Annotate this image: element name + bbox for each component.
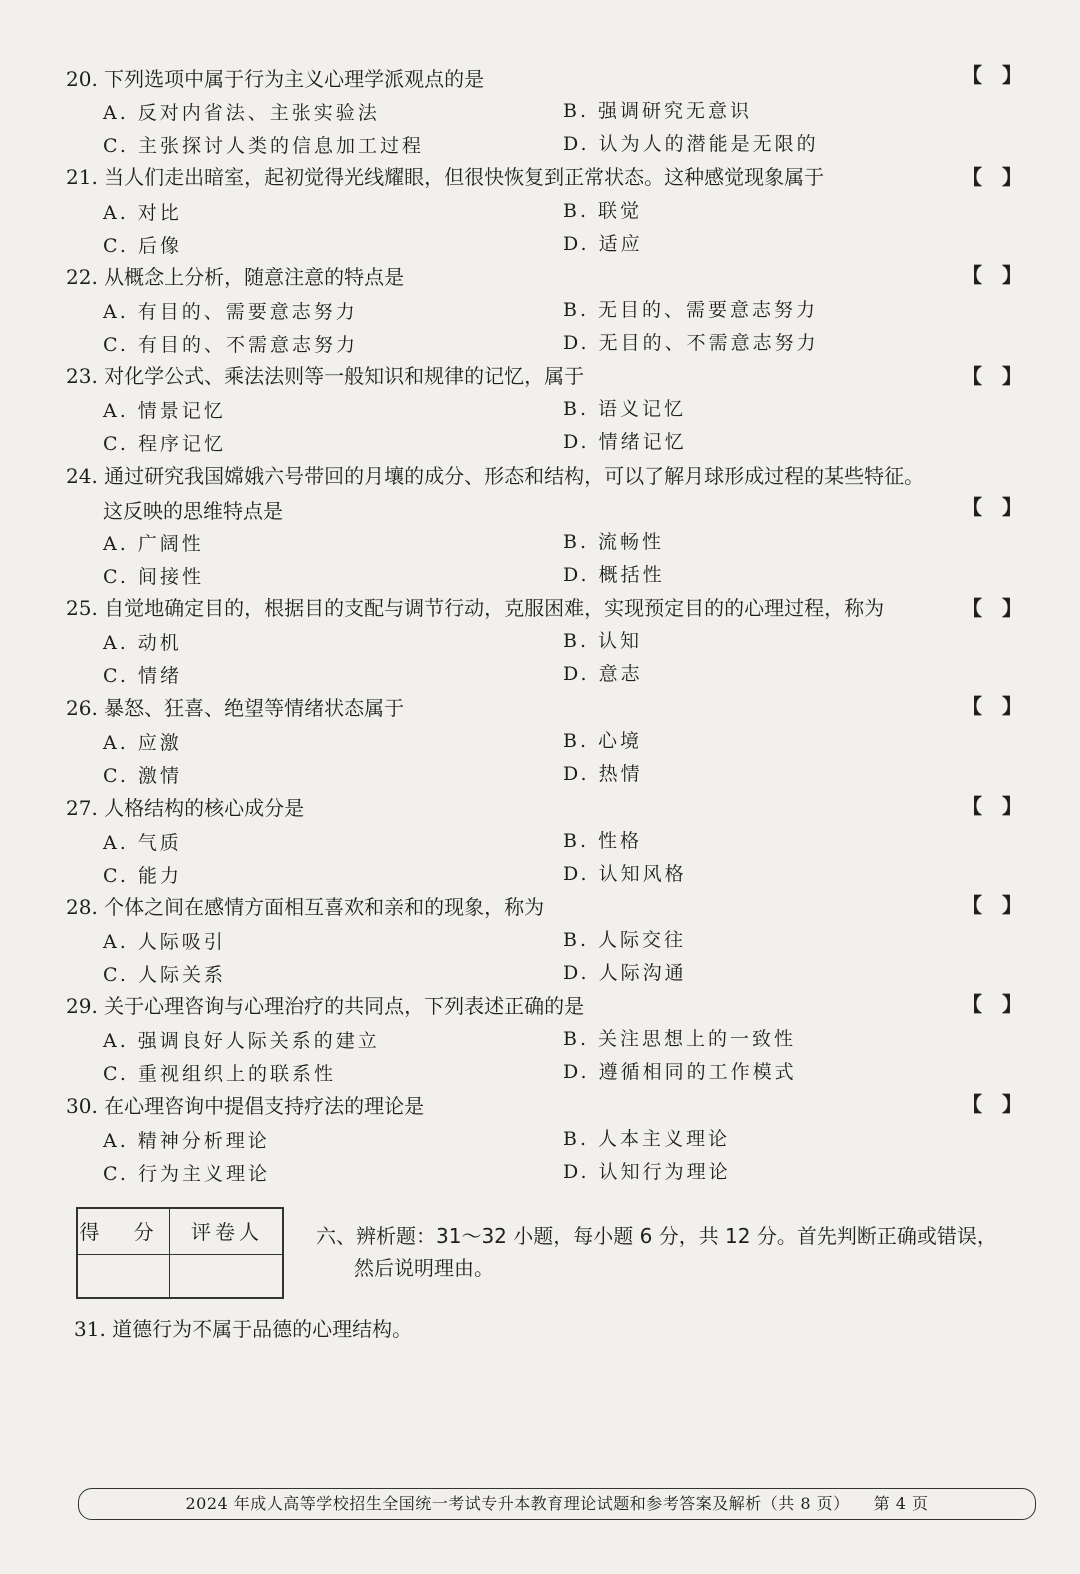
question-stem: 27. 人格结构的核心成分是	[66, 796, 305, 820]
option-b: B. 认知	[563, 630, 643, 652]
section-heading	[316, 1220, 1046, 1284]
option-d: D. 热情	[563, 763, 643, 785]
question-stem: 24. 通过研究我国嫦娥六号带回的月壤的成分、形态和结构，可以了解月球形成过程的某些特征。	[66, 464, 925, 488]
question-stem: 20. 下列选项中属于行为主义心理学派观点的是	[66, 67, 485, 91]
section-heading-line2: 然后说明理由。	[354, 1256, 494, 1280]
option-a: A. 人际吸引	[103, 931, 226, 953]
option-d: D. 人际沟通	[563, 962, 687, 984]
option-b: B. 语义记忆	[563, 398, 687, 420]
page-number: 第 4 页	[873, 1494, 929, 1513]
answer-bracket: 【 】	[962, 694, 1022, 718]
option-c: C. 人际关系	[103, 964, 226, 986]
answer-bracket: 【 】	[962, 364, 1022, 388]
answer-bracket: 【 】	[962, 596, 1022, 620]
option-a: A. 情景记忆	[103, 400, 226, 422]
option-b: B. 人本主义理论	[563, 1128, 731, 1150]
option-a: A. 广阔性	[103, 533, 204, 555]
option-c: C. 后像	[103, 235, 182, 257]
question-stem: 29. 关于心理咨询与心理治疗的共同点，下列表述正确的是	[66, 994, 585, 1018]
option-d: D. 无目的、不需意志努力	[563, 332, 819, 354]
option-b: B. 联觉	[563, 200, 643, 222]
option-b: B. 强调研究无意识	[563, 100, 753, 122]
option-d: D. 认知风格	[563, 863, 687, 885]
option-d: D. 适应	[563, 233, 643, 255]
answer-bracket: 【 】	[962, 794, 1022, 818]
option-d: D. 认为人的潜能是无限的	[563, 133, 819, 155]
option-d: D. 遵循相同的工作模式	[563, 1061, 797, 1083]
option-b: B. 人际交往	[563, 929, 687, 951]
question-stem: 30. 在心理咨询中提倡支持疗法的理论是	[66, 1094, 425, 1118]
option-b: B. 无目的、需要意志努力	[563, 299, 819, 321]
question-stem: 22. 从概念上分析，随意注意的特点是	[66, 265, 405, 289]
page-footer	[78, 1488, 1036, 1520]
option-a: A. 精神分析理论	[103, 1130, 270, 1152]
option-c: C. 间接性	[103, 566, 204, 588]
question-stem: 26. 暴怒、狂喜、绝望等情绪状态属于	[66, 696, 405, 720]
option-a: A. 有目的、需要意志努力	[103, 301, 358, 323]
option-c: C. 重视组织上的联系性	[103, 1063, 336, 1085]
grader-label: 评卷人	[170, 1209, 284, 1255]
score-blank-cell	[78, 1255, 170, 1299]
question-stem-line2: 这反映的思维特点是	[103, 499, 283, 523]
option-c: C. 程序记忆	[103, 433, 226, 455]
option-a: A. 强调良好人际关系的建立	[103, 1030, 380, 1052]
option-d: D. 意志	[563, 663, 643, 685]
option-c: C. 激情	[103, 765, 182, 787]
option-d: D. 情绪记忆	[563, 431, 687, 453]
question-stem: 25. 自觉地确定目的，根据目的支配与调节行动，克服困难，实现预定目的的心理过程，称为	[66, 596, 885, 620]
option-c: C. 主张探讨人类的信息加工过程	[103, 135, 424, 157]
answer-bracket: 【 】	[962, 63, 1022, 87]
question-31: 31. 道德行为不属于品德的心理结构。	[74, 1317, 413, 1341]
grader-blank-cell	[170, 1255, 284, 1299]
option-a: A. 应激	[103, 732, 182, 754]
answer-bracket: 【 】	[962, 992, 1022, 1016]
score-label: 得 分	[78, 1209, 170, 1255]
question-stem: 28. 个体之间在感情方面相互喜欢和亲和的现象，称为	[66, 895, 545, 919]
option-b: B. 心境	[563, 730, 643, 752]
option-d: D. 认知行为理论	[563, 1161, 731, 1183]
answer-bracket: 【 】	[962, 165, 1022, 189]
answer-bracket: 【 】	[962, 263, 1022, 287]
option-c: C. 情绪	[103, 665, 182, 687]
option-a: A. 反对内省法、主张实验法	[103, 102, 380, 124]
footer-title: 2024 年成人高等学校招生全国统一考试专升本教育理论试题和参考答案及解析（共 8 页）	[185, 1494, 850, 1513]
option-a: A. 对比	[103, 202, 182, 224]
option-c: C. 能力	[103, 865, 182, 887]
option-a: A. 动机	[103, 632, 182, 654]
section-heading-line1: 六、辨析题：31～32 小题，每小题 6 分，共 12 分。首先判断正确或错误，	[316, 1224, 997, 1248]
answer-bracket: 【 】	[962, 1092, 1022, 1116]
answer-bracket: 【 】	[962, 495, 1022, 519]
option-b: B. 关注思想上的一致性	[563, 1028, 797, 1050]
question-stem: 23. 对化学公式、乘法法则等一般知识和规律的记忆，属于	[66, 364, 585, 388]
question-stem: 21. 当人们走出暗室，起初觉得光线耀眼，但很快恢复到正常状态。这种感觉现象属于	[66, 165, 825, 189]
option-c: C. 行为主义理论	[103, 1163, 270, 1185]
option-b: B. 流畅性	[563, 531, 665, 553]
option-a: A. 气质	[103, 832, 182, 854]
score-table	[76, 1207, 284, 1299]
option-b: B. 性格	[563, 830, 643, 852]
option-c: C. 有目的、不需意志努力	[103, 334, 358, 356]
option-d: D. 概括性	[563, 564, 665, 586]
answer-bracket: 【 】	[962, 893, 1022, 917]
